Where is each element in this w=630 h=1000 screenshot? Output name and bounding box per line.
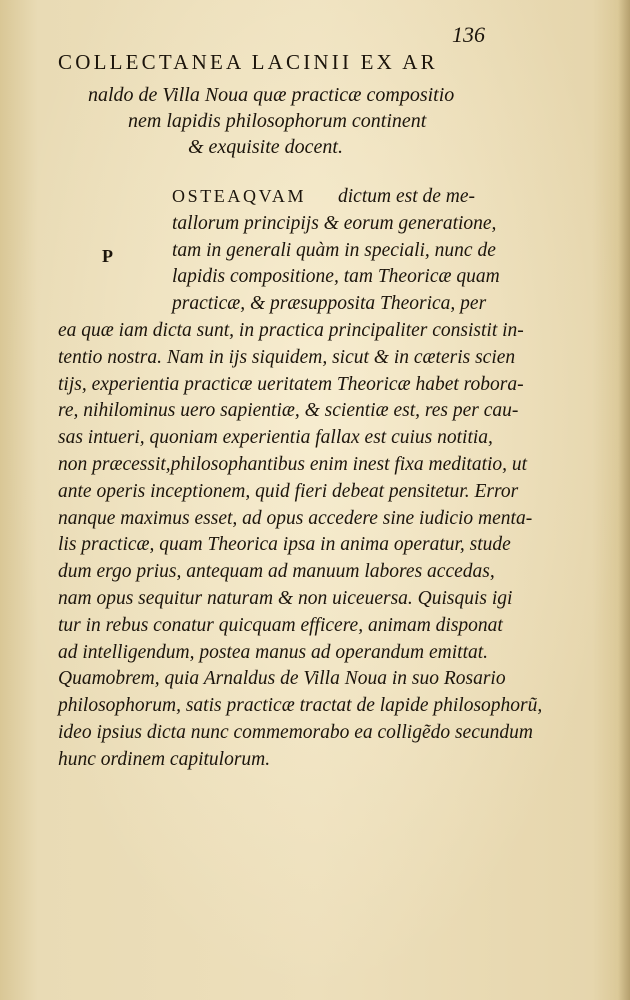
- running-title: COLLECTANEA LACINII EX AR: [58, 50, 438, 74]
- body-line: ideo ipsius dicta nunc commemorabo ea colligẽdo secundum: [58, 722, 533, 743]
- body-line: tentio nostra. Nam in ijs siquidem, sicut & in cæteris scien: [58, 346, 516, 368]
- body-line: ea quæ iam dicta sunt, in practica principaliter consistit in-: [58, 320, 524, 341]
- body-line: hunc ordinem capitulorum.: [58, 748, 271, 770]
- page-edge-shadow: [618, 0, 630, 1000]
- body-line: lapidis compositione, tam Theoricæ quam: [172, 266, 500, 288]
- body-line: nam opus sequitur naturam & non uiceuersa. Quisquis igi: [58, 588, 513, 609]
- body-line: Quamobrem, quia Arnaldus de Villa Noua in suo Rosario: [58, 668, 506, 690]
- body-line: ante operis inceptionem, quid fieri debeat pensitetur. Error: [58, 480, 519, 502]
- body-line: dictum est de me-: [338, 186, 475, 207]
- body-line: practicæ, & præsupposita Theorica, per: [172, 293, 487, 315]
- body-line: tam in generali quàm in speciali, nunc de: [172, 239, 496, 261]
- page-number: 136: [452, 22, 485, 47]
- body-line: philosophorum, satis practicæ tractat de lapide philosophorũ,: [58, 695, 543, 717]
- body-line: tur in rebus conatur quicquam efficere, animam disponat: [58, 614, 503, 636]
- body-line: ad intelligendum, postea manus ad operandum emittat.: [58, 641, 489, 663]
- subtitle-line: naldo de Villa Noua quæ practicæ compositio: [88, 84, 455, 106]
- body-line: tijs, experientia practicæ ueritatem Theoricæ habet robora-: [58, 373, 524, 395]
- body-line: nanque maximus esset, ad opus accedere sine iudicio menta-: [58, 507, 533, 529]
- subtitle-line: & exquisite docent.: [188, 136, 343, 158]
- body-line: sas intueri, quoniam experientia fallax est cuius notitia,: [58, 427, 493, 449]
- guide-letter: P: [102, 246, 113, 266]
- body-line: lis practicæ, quam Theorica ipsa in anima operatur, stude: [58, 534, 511, 556]
- body-line: re, nihilominus uero sapientiæ, & scientiæ est, res per cau-: [58, 400, 519, 422]
- body-line: dum ergo prius, antequam ad manuum labores accedas,: [58, 561, 495, 583]
- body-line: tallorum principijs & eorum generatione,: [172, 212, 497, 234]
- opening-word: OSTEAQVAM: [172, 186, 307, 206]
- body-line: non præcessit,philosophantibus enim inest fixa meditatio, ut: [58, 454, 528, 475]
- subtitle-line: nem lapidis philosophorum continent: [128, 110, 427, 132]
